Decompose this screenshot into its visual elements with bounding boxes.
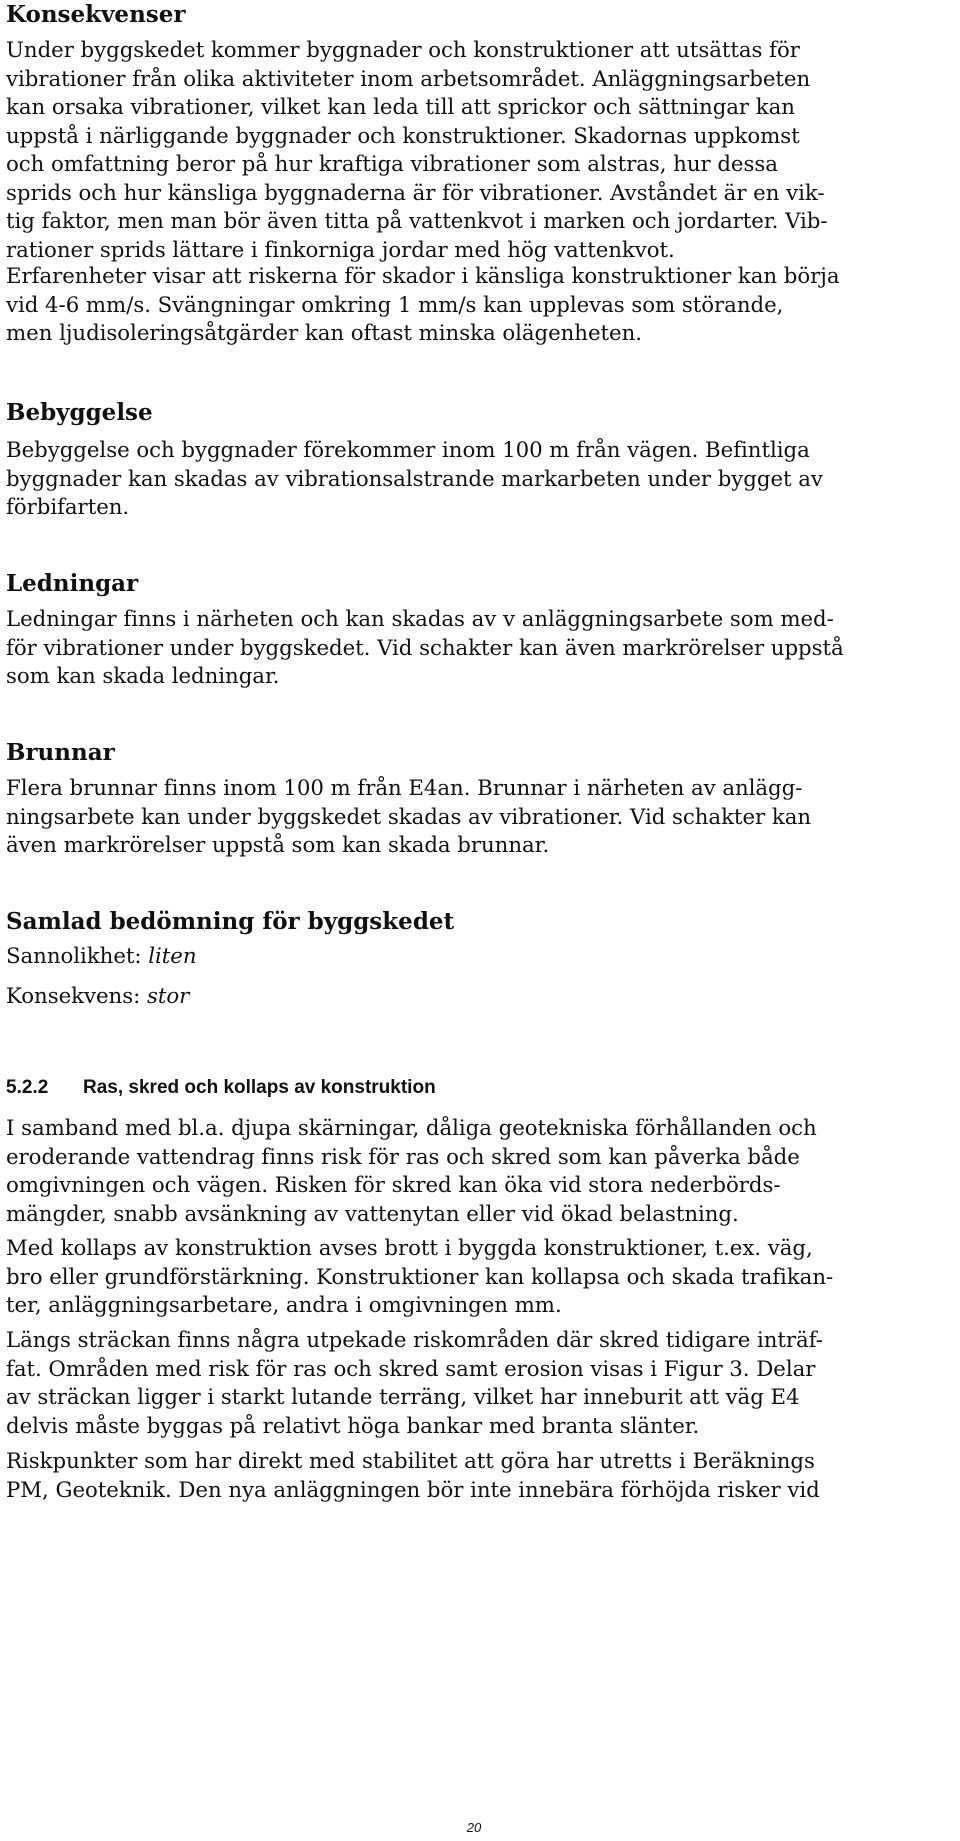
- text-line: omgivningen och vägen. Risken för skred kan öka vid stora nederbörds-: [6, 1173, 781, 1198]
- consequence-value: stor: [146, 984, 190, 1009]
- heading-konsekvenser: Konsekvenser: [6, 1, 186, 28]
- text-line: bro eller grundförstärkning. Konstruktioner kan kollapsa och skada trafikan-: [6, 1264, 834, 1290]
- paragraph-konsekvenser-1: [6, 37, 828, 265]
- text-line: mängder, snabb avsänkning av vattenytan eller vid ökad belastning.: [6, 1201, 739, 1227]
- paragraph-ras-1: [6, 1115, 817, 1229]
- text-line: Riskpunkter som har direkt med stabilitet att göra har utretts i Beräknings: [6, 1449, 815, 1474]
- paragraph-bebyggelse: [6, 437, 823, 523]
- text-line: uppstå i närliggande byggnader och konstruktioner. Skadornas uppkomst: [6, 123, 800, 149]
- text-line: sprids och hur känsliga byggnaderna är för vibrationer. Avståndet är en vik-: [6, 180, 825, 206]
- heading-samlad-bedomning: Samlad bedömning för byggskedet: [6, 908, 455, 935]
- text-line: Bebyggelse och byggnader förekommer inom 100 m från vägen. Befintliga: [6, 438, 810, 463]
- text-line: I samband med bl.a. djupa skärningar, dåliga geotekniska förhållanden och: [6, 1116, 817, 1141]
- text-line: Med kollaps av konstruktion avses brott i byggda konstruktioner, t.ex. väg,: [6, 1236, 813, 1261]
- text-line: byggnader kan skadas av vibrationsalstrande markarbeten under bygget av: [6, 466, 823, 492]
- section-heading-5-2-2: [6, 1074, 436, 1102]
- text-line: Flera brunnar finns inom 100 m från E4an. Brunnar i närheten av anlägg-: [6, 776, 803, 801]
- text-line: Under byggskedet kommer byggnader och konstruktioner att utsättas för: [6, 38, 800, 63]
- text-line: och omfattning beror på hur kraftiga vibrationer som alstras, hur dessa: [6, 152, 778, 177]
- text-line: men ljudisoleringsåtgärder kan oftast minska olägenheten.: [6, 321, 642, 346]
- text-line: av sträckan ligger i starkt lutande terräng, vilket har inneburit att väg E4: [6, 1385, 800, 1410]
- text-line: fat. Områden med risk för ras och skred samt erosion visas i Figur 3. Delar: [6, 1356, 816, 1382]
- probability-label: Sannolikhet:: [6, 944, 149, 969]
- probability-line: [6, 943, 197, 972]
- text-line: Erfarenheter visar att riskerna för skador i känsliga konstruktioner kan börja: [6, 264, 840, 289]
- text-line: delvis måste byggas på relativt höga bankar med branta slänter.: [6, 1413, 700, 1439]
- text-line: rationer sprids lättare i finkorniga jordar med hög vattenkvot.: [6, 237, 675, 263]
- paragraph-ledningar: [6, 606, 844, 692]
- text-line: PM, Geoteknik. Den nya anläggningen bör inte innebära förhöjda risker vid: [6, 1477, 820, 1503]
- text-line: förbifarten.: [6, 495, 130, 520]
- page-number: 20: [466, 1820, 482, 1835]
- text-line: för vibrationer under byggskedet. Vid schakter kan även markrörelser uppstå: [6, 635, 844, 661]
- text-line: även markrörelser uppstå som kan skada brunnar.: [6, 833, 550, 858]
- heading-brunnar: Brunnar: [6, 739, 115, 766]
- text-line: kan orsaka vibrationer, vilket kan leda till att sprickor och sättningar kan: [6, 95, 795, 120]
- paragraph-ras-3: [6, 1327, 823, 1441]
- probability-value: liten: [148, 944, 197, 969]
- section-number: 5.2.2: [6, 1077, 49, 1098]
- text-line: som kan skada ledningar.: [6, 664, 280, 689]
- text-line: vibrationer från olika aktiviteter inom arbetsområdet. Anläggningsarbeten: [6, 66, 811, 92]
- paragraph-konsekvenser-2: [6, 263, 840, 349]
- text-line: ningsarbete kan under byggskedet skadas av vibrationer. Vid schakter kan: [6, 804, 812, 830]
- section-title: Ras, skred och kollaps av konstruktion: [83, 1077, 436, 1098]
- heading-bebyggelse: Bebyggelse: [6, 399, 153, 426]
- consequence-line: [6, 983, 189, 1012]
- text-line: vid 4-6 mm/s. Svängningar omkring 1 mm/s kan upplevas som störande,: [6, 292, 784, 318]
- heading-ledningar: Ledningar: [6, 570, 139, 597]
- paragraph-ras-2: [6, 1235, 833, 1321]
- text-line: eroderande vattendrag finns risk för ras och skred som kan påverka både: [6, 1144, 800, 1170]
- paragraph-ras-4: [6, 1448, 820, 1505]
- consequence-label: Konsekvens:: [6, 984, 147, 1009]
- text-line: tig faktor, men man bör även titta på vattenkvot i marken och jordarter. Vib-: [6, 209, 828, 234]
- text-line: ter, anläggningsarbetare, andra i omgivningen mm.: [6, 1293, 562, 1318]
- text-line: Längs sträckan finns några utpekade riskområden där skred tidigare inträf-: [6, 1328, 823, 1353]
- text-line: Ledningar finns i närheten och kan skadas av v anläggningsarbete som med-: [6, 607, 834, 632]
- paragraph-brunnar: [6, 775, 811, 861]
